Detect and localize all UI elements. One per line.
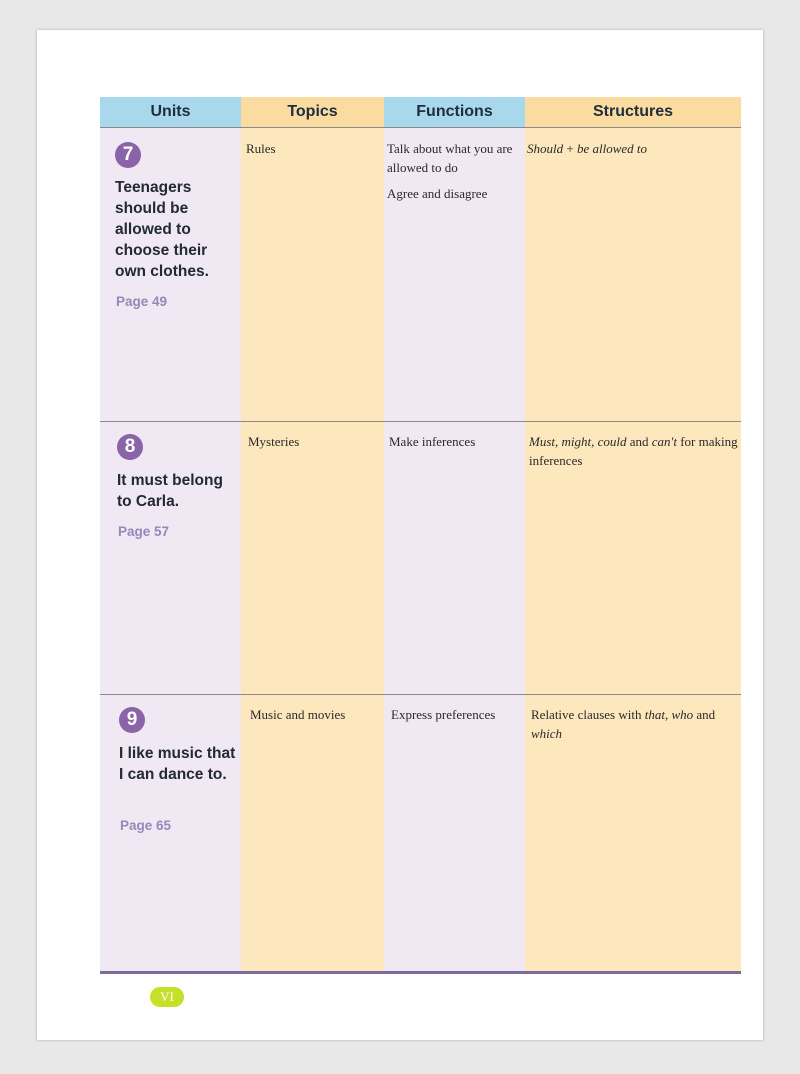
topics-column xyxy=(241,97,384,974)
structure-text: Should xyxy=(527,141,564,156)
header-structures: Structures xyxy=(525,97,741,127)
header-topics: Topics xyxy=(241,97,384,127)
table-bottom-rule xyxy=(100,971,741,974)
unit-page-ref: Page 49 xyxy=(116,294,168,309)
structure-text: and xyxy=(626,434,652,449)
page-number-badge: VI xyxy=(150,987,184,1007)
structure-text: Relative clauses with xyxy=(531,707,645,722)
row-divider xyxy=(100,421,741,422)
structure-text: Must, might, could xyxy=(529,434,627,449)
unit-number-badge: 8 xyxy=(117,434,143,460)
header-units: Units xyxy=(100,97,241,127)
structure-text: for making inferences xyxy=(529,434,738,468)
topic-cell: Mysteries xyxy=(248,434,300,449)
header-functions: Functions xyxy=(384,97,525,127)
function-item: Express preferences xyxy=(391,707,496,722)
unit-title: It must belong to Carla. xyxy=(117,472,223,510)
structure-text: be allowed to xyxy=(576,141,648,156)
structure-text: and xyxy=(693,707,716,722)
structure-text: which xyxy=(531,726,563,741)
structure-cell xyxy=(527,139,735,158)
unit-number-badge: 9 xyxy=(119,707,145,733)
unit-page-ref: Page 65 xyxy=(120,818,172,833)
structure-cell xyxy=(531,705,731,743)
topic-cell: Rules xyxy=(246,141,276,156)
row-divider xyxy=(100,694,741,695)
function-item: Make inferences xyxy=(389,434,476,449)
structure-cell xyxy=(529,432,739,470)
structure-text: + xyxy=(563,141,577,156)
functions-column xyxy=(384,97,525,974)
structure-text: that, who xyxy=(644,707,694,722)
unit-page-ref: Page 57 xyxy=(118,524,170,539)
unit-title: I like music that I can dance to. xyxy=(119,745,236,783)
structure-text: can't xyxy=(651,434,677,449)
contents-table xyxy=(100,97,741,974)
header-divider xyxy=(100,127,741,128)
function-item: Talk about what you are allowed to do xyxy=(387,141,513,175)
structures-column xyxy=(525,97,741,974)
unit-number-badge: 7 xyxy=(115,142,141,168)
unit-title: Teenagers should be allowed to choose their own clothes. xyxy=(115,179,209,280)
function-item: Agree and disagree xyxy=(387,186,488,201)
topic-cell: Music and movies xyxy=(250,707,346,722)
